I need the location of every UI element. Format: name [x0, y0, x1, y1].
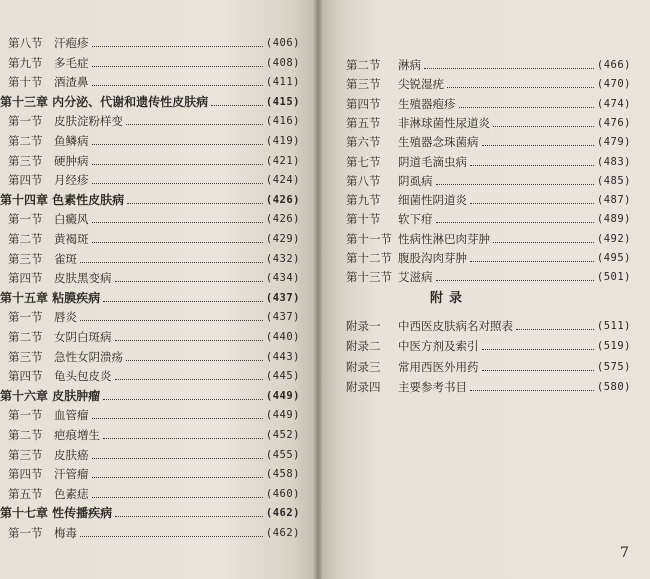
toc-section-label: 第一节: [8, 212, 43, 227]
toc-entry-row: [0, 73, 300, 91]
toc-page-number: (455): [265, 448, 300, 461]
toc-page-number: (429): [265, 233, 300, 245]
toc-page-number: (415): [265, 95, 300, 108]
toc-entry-title: 梅毒: [54, 526, 77, 540]
dot-leader: [92, 496, 263, 498]
toc-chapter-title: 第十四章 色素性皮肤病: [0, 192, 125, 207]
dot-leader: [126, 359, 263, 361]
dot-leader: [92, 457, 263, 459]
toc-entry-row: [346, 133, 631, 151]
toc-chapter-row: [0, 93, 300, 111]
toc-entry-row: [346, 230, 631, 248]
page-number: 7: [620, 545, 629, 561]
dot-leader: [436, 221, 594, 223]
toc-entry-row: [346, 249, 631, 267]
toc-section-label: 第一节: [8, 114, 43, 129]
toc-entry-title: 女阴白斑病: [54, 330, 112, 344]
toc-entry-title: 硬肿病: [54, 153, 89, 168]
book-spine: [314, 0, 322, 579]
toc-entry-title: 中西医皮肤病名对照表: [398, 319, 513, 333]
toc-entry-title: 鱼鳞病: [54, 134, 89, 148]
toc-section-label: 附录三: [346, 359, 381, 374]
toc-page-number: (462): [265, 507, 300, 520]
toc-section-label: 第二节: [8, 232, 43, 246]
toc-page-number: (426): [265, 213, 300, 226]
toc-section-label: 第八节: [8, 36, 43, 50]
toc-page-number: (434): [265, 272, 300, 285]
toc-entry-title: 疤痕增生: [54, 428, 100, 442]
toc-page-number: (501): [596, 271, 631, 284]
toc-page-number: (416): [265, 115, 300, 128]
toc-page-number: (437): [265, 291, 300, 304]
toc-entry-row: [346, 378, 631, 396]
toc-page-number: (406): [265, 37, 300, 49]
toc-entry-title: 龟头包皮炎: [54, 369, 112, 384]
dot-leader: [424, 67, 594, 69]
toc-entry-row: [0, 328, 300, 346]
toc-section-label: 附录四: [346, 379, 381, 394]
dot-leader: [211, 104, 263, 106]
toc-entry-row: [0, 34, 300, 52]
toc-entry-title: 腹股沟肉芽肿: [398, 251, 467, 265]
toc-section-label: 第一节: [8, 526, 43, 540]
toc-entry-title: 主要参考书目: [398, 379, 467, 394]
toc-chapter-row: [0, 191, 300, 209]
toc-entry-title: 生殖器念珠菌病: [398, 135, 479, 150]
toc-entry-row: [0, 112, 300, 130]
dot-leader: [493, 125, 594, 127]
toc-entry-title: 性病性淋巴肉芽肿: [398, 231, 490, 246]
toc-section-label: 第四节: [8, 271, 43, 286]
toc-entry-title: 生殖器疱疹: [398, 96, 456, 111]
toc-page-number: (580): [596, 380, 631, 393]
dot-leader: [92, 417, 263, 419]
toc-section-label: 第二节: [8, 134, 43, 148]
toc-entry-row: [346, 95, 631, 113]
dot-leader: [115, 280, 263, 282]
toc-section-label: 第十节: [346, 212, 381, 227]
toc-chapter-title: 第十三章 内分泌、代谢和遗传性皮肤病: [0, 94, 209, 109]
toc-entry-row: [0, 54, 300, 72]
toc-page-number: (419): [265, 135, 300, 147]
toc-section-label: 第一节: [8, 408, 43, 423]
dot-leader: [482, 348, 594, 350]
toc-section-label: 第二节: [8, 330, 43, 344]
toc-entry-title: 急性女阴溃疡: [54, 349, 123, 364]
dot-leader: [470, 260, 594, 262]
toc-entry-title: 艾滋病: [398, 270, 433, 285]
toc-entry-row: [0, 308, 300, 326]
toc-page-number: (492): [596, 232, 631, 245]
toc-section-label: 第五节: [346, 115, 381, 130]
dot-leader: [103, 437, 263, 439]
toc-section-label: 第八节: [346, 173, 381, 188]
toc-page-number: (408): [265, 56, 300, 69]
dot-leader: [92, 84, 263, 86]
toc-entry-title: 淋病: [398, 58, 421, 72]
toc-page-number: (452): [265, 429, 300, 441]
toc-section-label: 第十一节: [346, 231, 392, 246]
toc-page-number: (440): [265, 331, 300, 343]
toc-section-label: 第四节: [8, 467, 43, 482]
toc-chapter-title: 第十七章 性传播疾病: [0, 506, 113, 521]
toc-page-number: (432): [265, 252, 300, 265]
toc-entry-title: 软下疳: [398, 212, 433, 227]
toc-section-label: 第一节: [8, 310, 43, 325]
toc-entry-title: 皮肤癌: [54, 447, 89, 462]
toc-page-number: (474): [596, 97, 631, 110]
toc-entry-row: [346, 358, 631, 376]
dot-leader: [115, 378, 263, 380]
toc-entry-title: 阴道毛滴虫病: [398, 154, 467, 169]
toc-entry-row: [0, 485, 300, 503]
dot-leader: [493, 241, 594, 243]
toc-entry-title: 雀斑: [54, 251, 77, 266]
toc-entry-title: 中医方剂及索引: [398, 339, 479, 354]
dot-leader: [436, 183, 594, 185]
dot-leader: [126, 123, 263, 125]
dot-leader: [115, 339, 263, 341]
toc-entry-row: [346, 56, 631, 74]
toc-page-number: (575): [596, 360, 631, 373]
toc-section-label: 第五节: [8, 486, 43, 501]
dot-leader: [92, 65, 263, 67]
toc-entry-title: 血管瘤: [54, 408, 89, 423]
toc-entry-row: [346, 210, 631, 228]
dot-leader: [92, 221, 263, 223]
dot-leader: [92, 163, 263, 165]
toc-entry-row: [346, 337, 631, 355]
toc-entry-title: 多毛症: [54, 55, 89, 70]
dot-leader: [92, 45, 263, 47]
toc-entry-title: 白癜风: [54, 212, 89, 227]
toc-entry-title: 酒渣鼻: [54, 75, 89, 90]
toc-section-label: 第三节: [8, 447, 43, 462]
toc-entry-row: [0, 269, 300, 287]
appendix-heading: 附录: [430, 291, 469, 306]
toc-entry-title: 汗疱疹: [54, 36, 89, 50]
toc-entry-row: [0, 171, 300, 189]
dot-leader: [115, 515, 263, 517]
dot-leader: [470, 164, 594, 166]
toc-entry-row: [0, 406, 300, 424]
toc-page-number: (424): [265, 174, 300, 187]
toc-entry-title: 皮肤黑变病: [54, 271, 112, 286]
toc-page-number: (495): [596, 252, 631, 264]
toc-page-number: (489): [596, 213, 631, 226]
toc-entry-title: 常用西医外用药: [398, 359, 479, 374]
dot-leader: [482, 369, 594, 371]
toc-entry-row: [346, 172, 631, 190]
dot-leader: [92, 241, 263, 243]
toc-chapter-row: [0, 289, 300, 307]
toc-entry-row: [0, 367, 300, 385]
toc-section-label: 第十三节: [346, 270, 392, 285]
toc-page-number: (483): [596, 155, 631, 168]
toc-entry-row: [0, 250, 300, 268]
toc-page-number: (479): [596, 136, 631, 149]
toc-entry-row: [0, 132, 300, 150]
toc-entry-title: 唇炎: [54, 310, 77, 325]
toc-page-number: (445): [265, 370, 300, 383]
dot-leader: [516, 328, 594, 330]
toc-section-label: 第四节: [8, 369, 43, 384]
toc-entry-title: 皮肤淀粉样变: [54, 114, 123, 129]
dot-leader: [103, 398, 263, 400]
toc-page-number: (443): [265, 350, 300, 363]
toc-section-label: 第三节: [8, 349, 43, 364]
toc-page-number: (485): [596, 174, 631, 187]
toc-entry-title: 月经疹: [54, 173, 89, 188]
dot-leader: [436, 279, 594, 281]
toc-section-label: 第三节: [346, 77, 381, 92]
toc-section-label: 第十二节: [346, 251, 392, 265]
dot-leader: [459, 106, 594, 108]
toc-entry-title: 细菌性阴道炎: [398, 193, 467, 208]
toc-section-label: 第九节: [346, 193, 381, 208]
toc-entry-title: 汗管瘤: [54, 467, 89, 482]
toc-section-label: 第二节: [346, 58, 381, 72]
toc-page-number: (470): [596, 78, 631, 91]
dot-leader: [80, 535, 263, 537]
toc-page-number: (466): [596, 59, 631, 71]
toc-section-label: 第十节: [8, 75, 43, 90]
toc-section-label: 第六节: [346, 135, 381, 150]
toc-page-number: (458): [265, 468, 300, 481]
toc-page-number: (462): [265, 527, 300, 539]
toc-section-label: 第四节: [8, 173, 43, 188]
toc-section-label: 第三节: [8, 153, 43, 168]
toc-section-label: 附录二: [346, 339, 381, 354]
toc-entry-title: 尖锐湿疣: [398, 77, 444, 92]
toc-section-label: 第七节: [346, 154, 381, 169]
toc-chapter-row: [0, 387, 300, 405]
toc-section-label: 第二节: [8, 428, 43, 442]
toc-entry-title: 黄褐斑: [54, 232, 89, 246]
toc-entry-row: [0, 446, 300, 464]
toc-page-number: (426): [265, 193, 300, 206]
toc-entry-row: [346, 153, 631, 171]
toc-page-number: (460): [265, 487, 300, 500]
dot-leader: [92, 476, 263, 478]
toc-entry-row: [346, 75, 631, 93]
dot-leader: [447, 86, 594, 88]
toc-page-number: (487): [596, 194, 631, 207]
dot-leader: [103, 300, 263, 302]
dot-leader: [92, 143, 263, 145]
toc-chapter-title: 第十五章 粘膜疾病: [0, 290, 101, 305]
toc-entry-title: 非淋球菌性尿道炎: [398, 115, 490, 130]
toc-section-label: 第四节: [346, 96, 381, 111]
toc-page-number: (449): [265, 409, 300, 422]
toc-entry-row: [0, 230, 300, 248]
toc-section-label: 第九节: [8, 55, 43, 70]
toc-entry-title: 色素痣: [54, 486, 89, 501]
toc-entry-row: [0, 524, 300, 542]
dot-leader: [127, 202, 263, 204]
dot-leader: [470, 202, 594, 204]
toc-page-number: (449): [265, 389, 300, 402]
toc-page-number: (476): [596, 116, 631, 129]
toc-entry-row: [0, 152, 300, 170]
toc-page-number: (411): [265, 76, 300, 89]
toc-page-number: (437): [265, 311, 300, 324]
toc-entry-title: 阴虱病: [398, 173, 433, 188]
toc-page-number: (519): [596, 340, 631, 353]
toc-entry-row: [0, 426, 300, 444]
toc-entry-row: [0, 465, 300, 483]
toc-section-label: 第三节: [8, 251, 43, 266]
toc-entry-row: [346, 268, 631, 286]
toc-chapter-title: 第十六章 皮肤肿瘤: [0, 388, 101, 403]
toc-chapter-row: [0, 504, 300, 522]
toc-entry-row: [0, 210, 300, 228]
toc-page-number: (511): [596, 320, 631, 332]
toc-entry-row: [0, 348, 300, 366]
dot-leader: [80, 319, 263, 321]
dot-leader: [482, 144, 594, 146]
dot-leader: [470, 389, 594, 391]
toc-entry-row: [346, 191, 631, 209]
dot-leader: [92, 182, 263, 184]
toc-entry-row: [346, 114, 631, 132]
toc-section-label: 附录一: [346, 319, 381, 333]
dot-leader: [80, 261, 263, 263]
toc-entry-row: [346, 317, 631, 335]
toc-page-number: (421): [265, 154, 300, 167]
